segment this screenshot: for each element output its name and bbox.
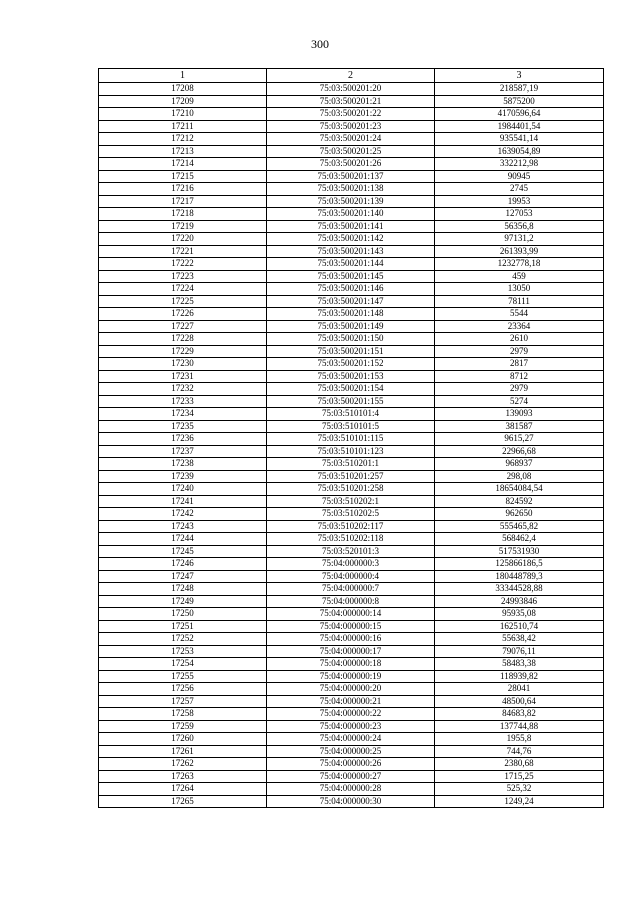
row-number-cell: 17214 <box>99 158 267 171</box>
row-number-cell: 17236 <box>99 433 267 446</box>
row-number-cell: 17216 <box>99 183 267 196</box>
cadastral-number-cell: 75:03:500201:154 <box>267 383 435 396</box>
table-row <box>99 195 604 208</box>
row-number-cell: 17250 <box>99 608 267 621</box>
cadastral-number-cell: 75:03:500201:144 <box>267 258 435 271</box>
cadastral-number-cell: 75:03:520101:3 <box>267 545 435 558</box>
value-cell: 1639054,89 <box>435 145 604 158</box>
table-row <box>99 720 604 733</box>
value-cell: 1715,25 <box>435 770 604 783</box>
table-row <box>99 645 604 658</box>
value-cell: 2745 <box>435 183 604 196</box>
cadastral-number-cell: 75:03:500201:147 <box>267 295 435 308</box>
row-number-cell: 17247 <box>99 570 267 583</box>
cadastral-number-cell: 75:04:000000:17 <box>267 645 435 658</box>
value-cell: 1249,24 <box>435 795 604 808</box>
row-number-cell: 17228 <box>99 333 267 346</box>
row-number-cell: 17231 <box>99 370 267 383</box>
row-number-cell: 17223 <box>99 270 267 283</box>
table-row <box>99 470 604 483</box>
column-header-3: 3 <box>435 69 604 83</box>
cadastral-number-cell: 75:03:500201:23 <box>267 120 435 133</box>
cadastral-number-cell: 75:04:000000:27 <box>267 770 435 783</box>
table-row <box>99 120 604 133</box>
value-cell: 2380,68 <box>435 758 604 771</box>
value-cell: 568462,4 <box>435 533 604 546</box>
value-cell: 162510,74 <box>435 620 604 633</box>
row-number-cell: 17256 <box>99 683 267 696</box>
cadastral-number-cell: 75:04:000000:30 <box>267 795 435 808</box>
cadastral-number-cell: 75:03:500201:143 <box>267 245 435 258</box>
value-cell: 1955,8 <box>435 733 604 746</box>
table-row <box>99 745 604 758</box>
table-row <box>99 258 604 271</box>
cadastral-number-cell: 75:03:500201:145 <box>267 270 435 283</box>
table-row <box>99 420 604 433</box>
table-row <box>99 183 604 196</box>
value-cell: 78111 <box>435 295 604 308</box>
cadastral-number-cell: 75:04:000000:28 <box>267 783 435 796</box>
row-number-cell: 17265 <box>99 795 267 808</box>
value-cell: 19953 <box>435 195 604 208</box>
value-cell: 968937 <box>435 458 604 471</box>
cadastral-number-cell: 75:04:000000:19 <box>267 670 435 683</box>
table-row <box>99 433 604 446</box>
table-row <box>99 245 604 258</box>
row-number-cell: 17241 <box>99 495 267 508</box>
cadastral-number-cell: 75:03:500201:153 <box>267 370 435 383</box>
value-cell: 22966,68 <box>435 445 604 458</box>
row-number-cell: 17221 <box>99 245 267 258</box>
table-row <box>99 595 604 608</box>
cadastral-number-cell: 75:03:510101:115 <box>267 433 435 446</box>
table-row <box>99 795 604 808</box>
value-cell: 261393,99 <box>435 245 604 258</box>
row-number-cell: 17251 <box>99 620 267 633</box>
value-cell: 218587,19 <box>435 83 604 96</box>
table-row <box>99 83 604 96</box>
row-number-cell: 17263 <box>99 770 267 783</box>
table-row <box>99 583 604 596</box>
table-row <box>99 570 604 583</box>
table-row <box>99 608 604 621</box>
row-number-cell: 17227 <box>99 320 267 333</box>
cadastral-number-cell: 75:04:000000:15 <box>267 620 435 633</box>
value-cell: 58483,38 <box>435 658 604 671</box>
row-number-cell: 17218 <box>99 208 267 221</box>
value-cell: 381587 <box>435 420 604 433</box>
cadastral-number-cell: 75:04:000000:26 <box>267 758 435 771</box>
table-row <box>99 695 604 708</box>
cadastral-number-cell: 75:03:510101:4 <box>267 408 435 421</box>
table-row <box>99 508 604 521</box>
cadastral-number-cell: 75:03:500201:148 <box>267 308 435 321</box>
cadastral-number-cell: 75:03:510201:258 <box>267 483 435 496</box>
cadastral-number-cell: 75:03:500201:149 <box>267 320 435 333</box>
value-cell: 4170596,64 <box>435 108 604 121</box>
cadastral-number-cell: 75:04:000000:7 <box>267 583 435 596</box>
cadastral-number-cell: 75:03:500201:152 <box>267 358 435 371</box>
table-row <box>99 758 604 771</box>
row-number-cell: 17257 <box>99 695 267 708</box>
row-number-cell: 17217 <box>99 195 267 208</box>
table-body <box>99 83 604 808</box>
cadastral-number-cell: 75:03:500201:141 <box>267 220 435 233</box>
table-row <box>99 458 604 471</box>
table-row <box>99 620 604 633</box>
cadastral-number-cell: 75:03:500201:139 <box>267 195 435 208</box>
table-row <box>99 445 604 458</box>
row-number-cell: 17210 <box>99 108 267 121</box>
cadastral-number-cell: 75:03:500201:21 <box>267 95 435 108</box>
table-row <box>99 133 604 146</box>
row-number-cell: 17254 <box>99 658 267 671</box>
row-number-cell: 17255 <box>99 670 267 683</box>
row-number-cell: 17230 <box>99 358 267 371</box>
table-row <box>99 483 604 496</box>
row-number-cell: 17239 <box>99 470 267 483</box>
cadastral-number-cell: 75:03:500201:146 <box>267 283 435 296</box>
row-number-cell: 17219 <box>99 220 267 233</box>
table-row <box>99 658 604 671</box>
cadastral-number-cell: 75:04:000000:25 <box>267 745 435 758</box>
value-cell: 23364 <box>435 320 604 333</box>
cadastral-number-cell: 75:03:510202:118 <box>267 533 435 546</box>
row-number-cell: 17264 <box>99 783 267 796</box>
table-row <box>99 308 604 321</box>
row-number-cell: 17220 <box>99 233 267 246</box>
value-cell: 97131,2 <box>435 233 604 246</box>
row-number-cell: 17259 <box>99 720 267 733</box>
table-row <box>99 708 604 721</box>
value-cell: 24993846 <box>435 595 604 608</box>
row-number-cell: 17245 <box>99 545 267 558</box>
cadastral-number-cell: 75:03:510101:123 <box>267 445 435 458</box>
cadastral-number-cell: 75:03:500201:137 <box>267 170 435 183</box>
row-number-cell: 17260 <box>99 733 267 746</box>
value-cell: 56356,8 <box>435 220 604 233</box>
value-cell: 2979 <box>435 345 604 358</box>
cadastral-number-cell: 75:03:500201:25 <box>267 145 435 158</box>
table-row <box>99 233 604 246</box>
cadastral-number-cell: 75:04:000000:3 <box>267 558 435 571</box>
row-number-cell: 17208 <box>99 83 267 96</box>
table-header <box>99 69 604 83</box>
value-cell: 824592 <box>435 495 604 508</box>
row-number-cell: 17238 <box>99 458 267 471</box>
table-row <box>99 283 604 296</box>
row-number-cell: 17237 <box>99 445 267 458</box>
cadastral-number-cell: 75:04:000000:14 <box>267 608 435 621</box>
row-number-cell: 17244 <box>99 533 267 546</box>
cadastral-number-cell: 75:03:500201:20 <box>267 83 435 96</box>
value-cell: 95935,08 <box>435 608 604 621</box>
value-cell: 298,08 <box>435 470 604 483</box>
value-cell: 962650 <box>435 508 604 521</box>
row-number-cell: 17215 <box>99 170 267 183</box>
table-row <box>99 670 604 683</box>
row-number-cell: 17261 <box>99 745 267 758</box>
cadastral-number-cell: 75:04:000000:23 <box>267 720 435 733</box>
row-number-cell: 17262 <box>99 758 267 771</box>
table-row <box>99 495 604 508</box>
table-row <box>99 320 604 333</box>
value-cell: 33344528,88 <box>435 583 604 596</box>
table-row <box>99 558 604 571</box>
cadastral-number-cell: 75:03:500201:155 <box>267 395 435 408</box>
table-row <box>99 345 604 358</box>
value-cell: 2610 <box>435 333 604 346</box>
value-cell: 180448789,3 <box>435 570 604 583</box>
cadastral-number-cell: 75:03:500201:150 <box>267 333 435 346</box>
table-row <box>99 158 604 171</box>
cadastral-number-cell: 75:04:000000:24 <box>267 733 435 746</box>
table-row <box>99 395 604 408</box>
row-number-cell: 17246 <box>99 558 267 571</box>
value-cell: 55638,42 <box>435 633 604 646</box>
table-row <box>99 545 604 558</box>
row-number-cell: 17248 <box>99 583 267 596</box>
table-row <box>99 145 604 158</box>
value-cell: 459 <box>435 270 604 283</box>
cadastral-number-cell: 75:03:510202:117 <box>267 520 435 533</box>
table-row <box>99 520 604 533</box>
row-number-cell: 17240 <box>99 483 267 496</box>
value-cell: 5274 <box>435 395 604 408</box>
value-cell: 127053 <box>435 208 604 221</box>
value-cell: 139093 <box>435 408 604 421</box>
row-number-cell: 17222 <box>99 258 267 271</box>
value-cell: 18654084,54 <box>435 483 604 496</box>
row-number-cell: 17252 <box>99 633 267 646</box>
table-row <box>99 270 604 283</box>
value-cell: 8712 <box>435 370 604 383</box>
value-cell: 118939,82 <box>435 670 604 683</box>
table-row <box>99 208 604 221</box>
cadastral-number-cell: 75:03:500201:140 <box>267 208 435 221</box>
page-number: 300 <box>311 37 329 51</box>
column-header-2: 2 <box>267 69 435 83</box>
cadastral-number-cell: 75:04:000000:4 <box>267 570 435 583</box>
cadastral-number-cell: 75:03:510201:1 <box>267 458 435 471</box>
cadastral-number-cell: 75:04:000000:16 <box>267 633 435 646</box>
cadastral-number-cell: 75:03:500201:22 <box>267 108 435 121</box>
cadastral-number-cell: 75:04:000000:21 <box>267 695 435 708</box>
cadastral-number-cell: 75:03:500201:24 <box>267 133 435 146</box>
table-row <box>99 333 604 346</box>
value-cell: 28041 <box>435 683 604 696</box>
value-cell: 84683,82 <box>435 708 604 721</box>
value-cell: 5544 <box>435 308 604 321</box>
value-cell: 48500,64 <box>435 695 604 708</box>
table-row <box>99 408 604 421</box>
row-number-cell: 17234 <box>99 408 267 421</box>
value-cell: 2979 <box>435 383 604 396</box>
table-row <box>99 358 604 371</box>
row-number-cell: 17213 <box>99 145 267 158</box>
table-row <box>99 220 604 233</box>
cadastral-number-cell: 75:04:000000:22 <box>267 708 435 721</box>
table-row <box>99 383 604 396</box>
row-number-cell: 17229 <box>99 345 267 358</box>
table-row <box>99 783 604 796</box>
value-cell: 332212,98 <box>435 158 604 171</box>
table-row <box>99 533 604 546</box>
value-cell: 90945 <box>435 170 604 183</box>
table-row <box>99 370 604 383</box>
value-cell: 744,76 <box>435 745 604 758</box>
cadastral-number-cell: 75:03:510202:5 <box>267 508 435 521</box>
row-number-cell: 17224 <box>99 283 267 296</box>
row-number-cell: 17249 <box>99 595 267 608</box>
row-number-cell: 17232 <box>99 383 267 396</box>
column-header-1: 1 <box>99 69 267 83</box>
cadastral-number-cell: 75:03:500201:138 <box>267 183 435 196</box>
cadastral-number-cell: 75:04:000000:18 <box>267 658 435 671</box>
table-row <box>99 170 604 183</box>
row-number-cell: 17212 <box>99 133 267 146</box>
row-number-cell: 17253 <box>99 645 267 658</box>
cadastral-number-cell: 75:03:510101:5 <box>267 420 435 433</box>
row-number-cell: 17235 <box>99 420 267 433</box>
header-row <box>99 69 604 83</box>
table-row <box>99 683 604 696</box>
value-cell: 2817 <box>435 358 604 371</box>
value-cell: 137744,88 <box>435 720 604 733</box>
row-number-cell: 17209 <box>99 95 267 108</box>
cadastral-number-cell: 75:04:000000:8 <box>267 595 435 608</box>
value-cell: 5875200 <box>435 95 604 108</box>
value-cell: 1984401,54 <box>435 120 604 133</box>
value-cell: 13050 <box>435 283 604 296</box>
table-row <box>99 108 604 121</box>
value-cell: 1232778,18 <box>435 258 604 271</box>
cadastral-number-cell: 75:03:500201:151 <box>267 345 435 358</box>
value-cell: 517531930 <box>435 545 604 558</box>
table-row <box>99 295 604 308</box>
row-number-cell: 17211 <box>99 120 267 133</box>
row-number-cell: 17233 <box>99 395 267 408</box>
row-number-cell: 17243 <box>99 520 267 533</box>
value-cell: 9615,27 <box>435 433 604 446</box>
cadastral-number-cell: 75:03:500201:26 <box>267 158 435 171</box>
value-cell: 79076,11 <box>435 645 604 658</box>
data-table <box>98 68 604 808</box>
value-cell: 525,32 <box>435 783 604 796</box>
row-number-cell: 17225 <box>99 295 267 308</box>
row-number-cell: 17226 <box>99 308 267 321</box>
row-number-cell: 17242 <box>99 508 267 521</box>
value-cell: 555465,82 <box>435 520 604 533</box>
table-row <box>99 733 604 746</box>
cadastral-number-cell: 75:03:510201:257 <box>267 470 435 483</box>
value-cell: 935541,14 <box>435 133 604 146</box>
table-row <box>99 770 604 783</box>
cadastral-number-cell: 75:03:510202:1 <box>267 495 435 508</box>
cadastral-number-cell: 75:03:500201:142 <box>267 233 435 246</box>
table-row <box>99 95 604 108</box>
cadastral-number-cell: 75:04:000000:20 <box>267 683 435 696</box>
value-cell: 125866186,5 <box>435 558 604 571</box>
row-number-cell: 17258 <box>99 708 267 721</box>
table-row <box>99 633 604 646</box>
